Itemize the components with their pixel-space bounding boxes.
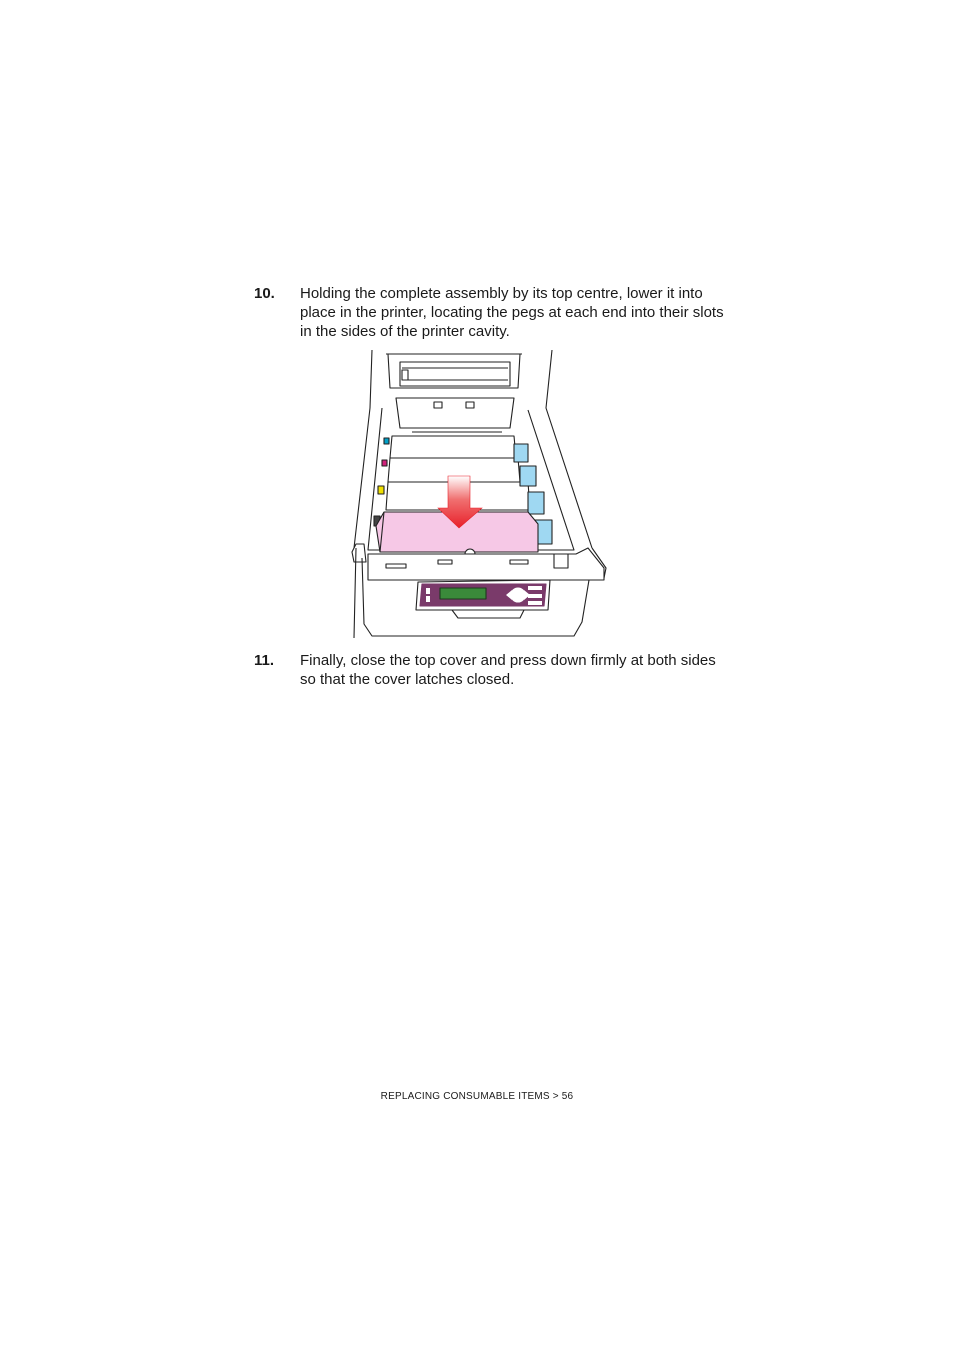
page-number: 56 <box>561 1091 574 1102</box>
page-footer <box>0 1090 954 1104</box>
step-number: 10. <box>254 285 275 302</box>
lcd-display <box>440 588 486 599</box>
step-instruction: Finally, close the top cover and press down firmly at both sides so that the cover latches closed. <box>300 652 716 688</box>
step-10 <box>254 284 724 344</box>
footer-separator: > <box>552 1091 559 1102</box>
step-11 <box>254 651 724 691</box>
footer-section: REPLACING CONSUMABLE ITEMS <box>380 1091 550 1102</box>
drum-cartridge-cyan <box>390 436 516 458</box>
step-number: 11. <box>254 652 275 669</box>
printer-illustration <box>342 348 612 640</box>
step-instruction: Holding the complete assembly by its top centre, lower it into place in the printer, locating the pegs at each end into their slots in the sides of the printer cavity. <box>300 285 724 340</box>
